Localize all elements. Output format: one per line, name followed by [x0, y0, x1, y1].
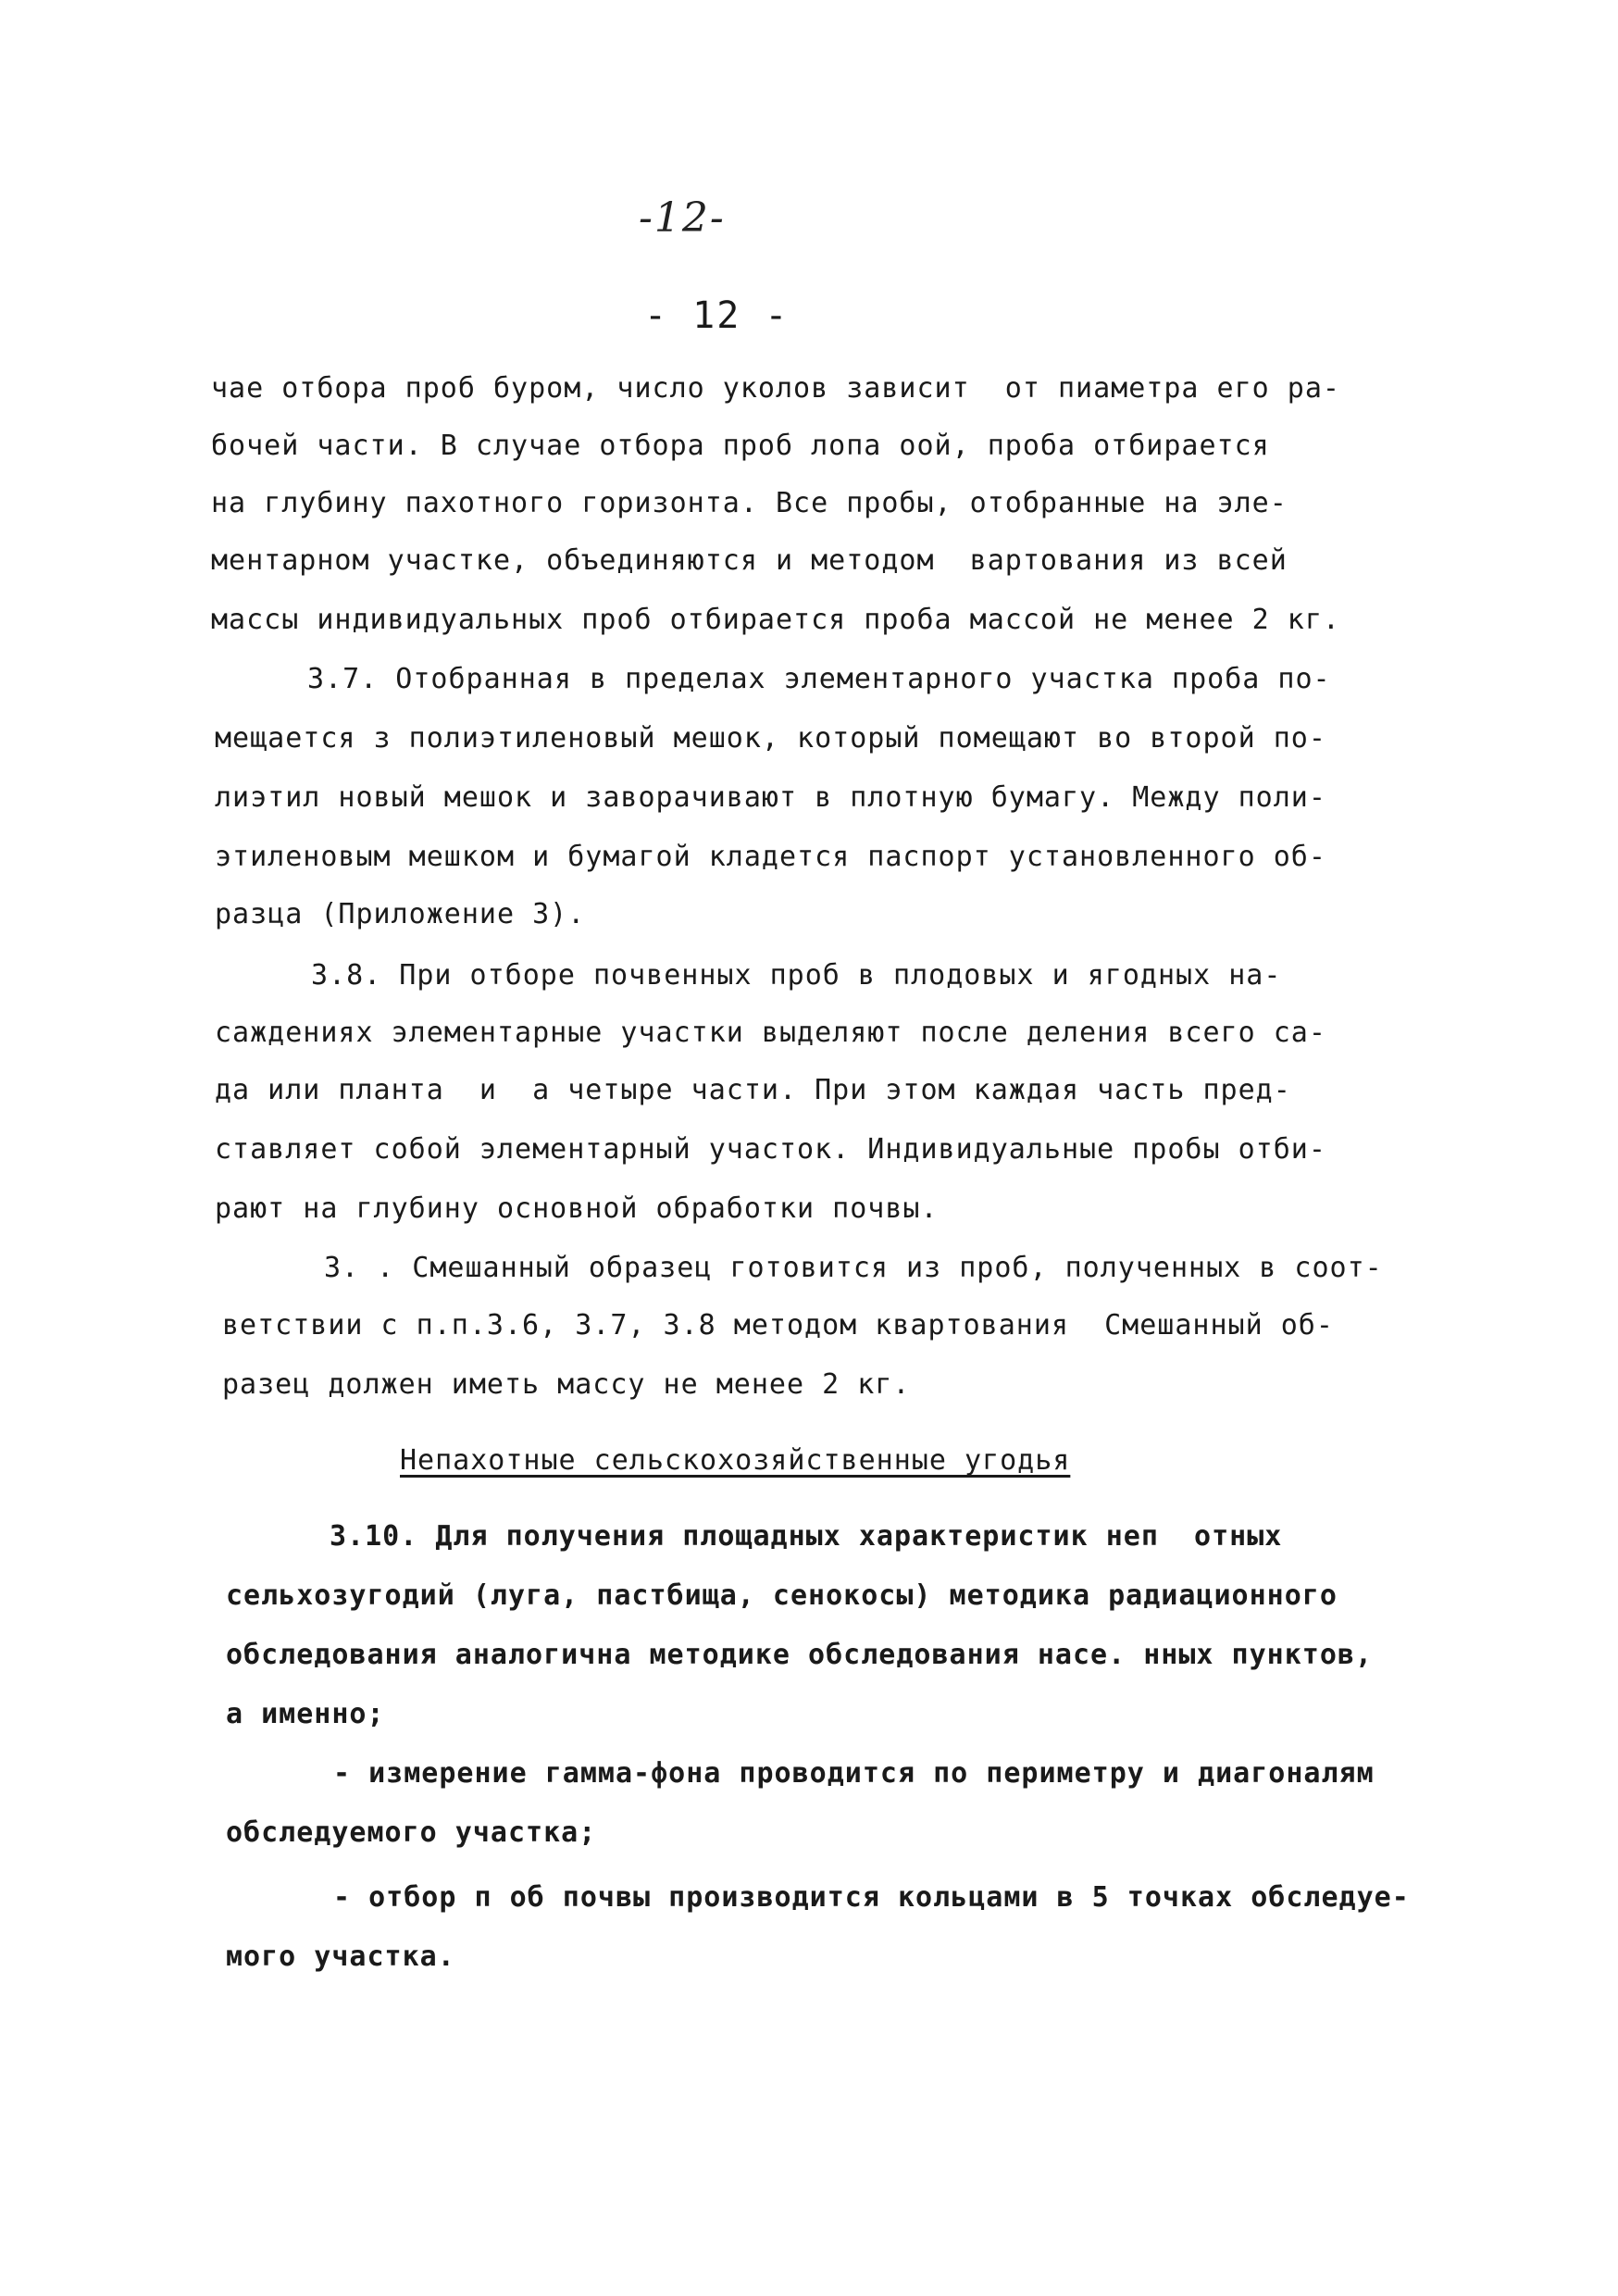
- page-number-typed: - 12 -: [644, 294, 790, 337]
- list-item-line: мого участка.: [226, 1940, 455, 1973]
- paragraph-line: ментарном участке, объединяются и методом вартования из всей: [211, 544, 1288, 577]
- paragraph-line: чае отбора проб буром, число уколов зависит от пиаметра его ра-: [211, 372, 1340, 405]
- page-number-handwritten: -12-: [639, 194, 726, 242]
- paragraph-line: 3.7. Отобранная в пределах элементарного участка проба по-: [307, 663, 1331, 695]
- paragraph-line: на глубину пахотного горизонта. Все пробы, отобранные на эле-: [211, 487, 1288, 519]
- paragraph-line: а именно;: [226, 1698, 385, 1730]
- paragraph-line: обследования аналогична методике обследования насе. нных пунктов,: [226, 1639, 1373, 1671]
- list-item-line: обследуемого участка;: [226, 1816, 597, 1849]
- paragraph-line: 3. . Смешанный образец готовится из проб, полученных в соот-: [324, 1252, 1383, 1284]
- paragraph-line: мещается з полиэтиленовый мешок, который помещают во второй по-: [215, 722, 1326, 755]
- paragraph-line: этиленовым мешком и бумагой кладется паспорт установленного об-: [215, 841, 1326, 873]
- section-heading: Непахотные сельскохозяйственные угодья: [400, 1444, 1071, 1477]
- paragraph-line: лиэтил новый мешок и заворачивают в плотную бумагу. Между поли-: [215, 781, 1326, 814]
- paragraph-line: ставляет собой элементарный участок. Индивидуальные пробы отби-: [215, 1133, 1326, 1166]
- paragraph-line: массы индивидуальных проб отбирается проба массой не менее 2 кг.: [211, 604, 1340, 636]
- paragraph-line: бочей части. В случае отбора проб лопа оой, проба отбирается: [211, 430, 1270, 462]
- paragraph-line: саждениях элементарные участки выделяют после деления всего са-: [215, 1017, 1326, 1049]
- paragraph-line: ветствии с п.п.3.6, 3.7, 3.8 методом квартования Смешанный об-: [222, 1309, 1334, 1341]
- paragraph-line: 3.8. При отборе почвенных проб в плодовых и ягодных на-: [311, 959, 1282, 992]
- paragraph-line: разец должен иметь массу не менее 2 кг.: [222, 1368, 911, 1401]
- paragraph-line: 3.10. Для получения площадных характеристик неп отных: [330, 1520, 1283, 1553]
- list-item-line: - измерение гамма-фона проводится по периметру и диагоналям: [333, 1757, 1375, 1790]
- list-item-line: - отбор п об почвы производится кольцами в 5 точках обследуе-: [333, 1881, 1410, 1914]
- paragraph-line: сельхозугодий (луга, пастбища, сенокосы) методика радиационного: [226, 1579, 1338, 1612]
- paragraph-line: да или планта и а четыре части. При этом каждая часть пред-: [215, 1074, 1291, 1106]
- paragraph-line: рают на глубину основной обработки почвы.: [215, 1192, 939, 1225]
- paragraph-line: разца (Приложение 3).: [215, 898, 586, 930]
